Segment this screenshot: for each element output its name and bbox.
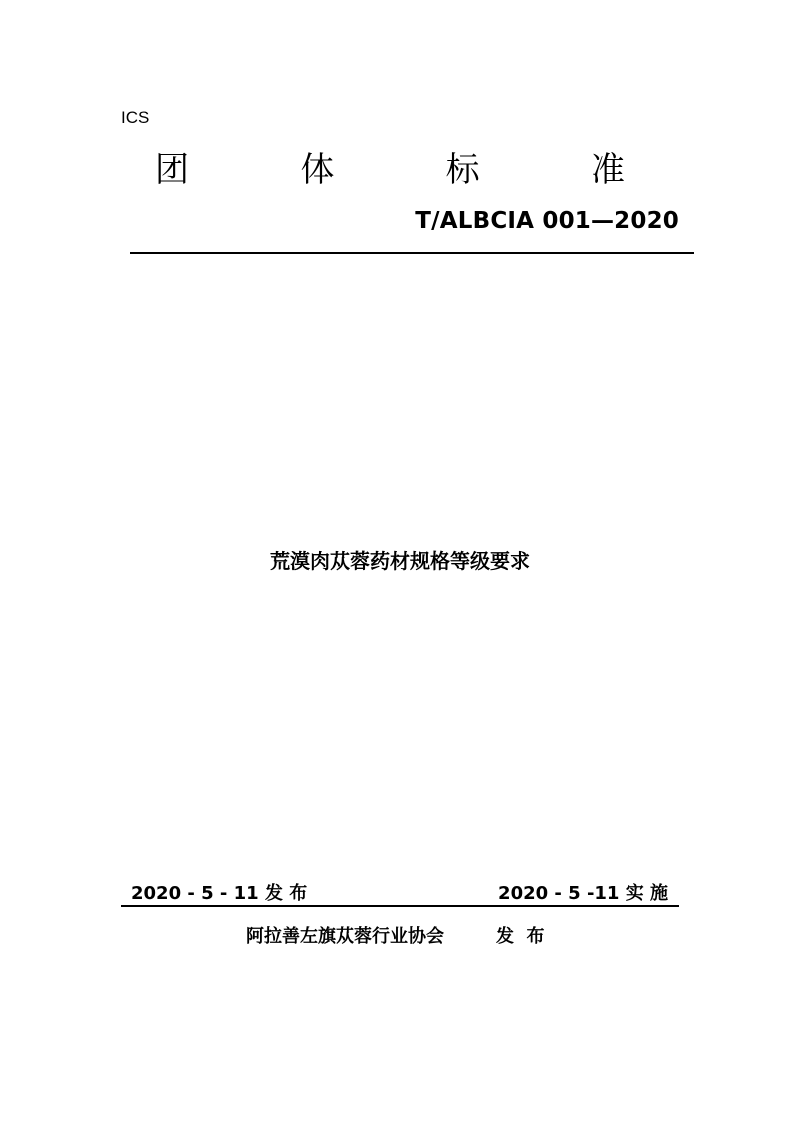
document-title: 荒漠肉苁蓉药材规格等级要求 [270,549,530,573]
publish-date: 2020 - 5 - 11 发 布 [131,883,308,904]
header-divider [130,252,694,254]
ics-label: ICS [121,108,150,127]
implement-date: 2020 - 5 -11 实 施 [498,883,668,904]
footer-divider [121,905,679,907]
standard-type-heading [155,144,625,196]
standard-type-char: 准 [590,150,625,190]
issuer-action: 发 布 [496,926,545,947]
issuer-name: 阿拉善左旗苁蓉行业协会 [246,926,444,947]
standard-type-char: 标 [445,150,480,190]
standard-type-char: 团 [155,150,189,190]
standard-type-char: 体 [300,150,335,190]
standard-code: T/ALBCIA 001—2020 [415,208,679,234]
